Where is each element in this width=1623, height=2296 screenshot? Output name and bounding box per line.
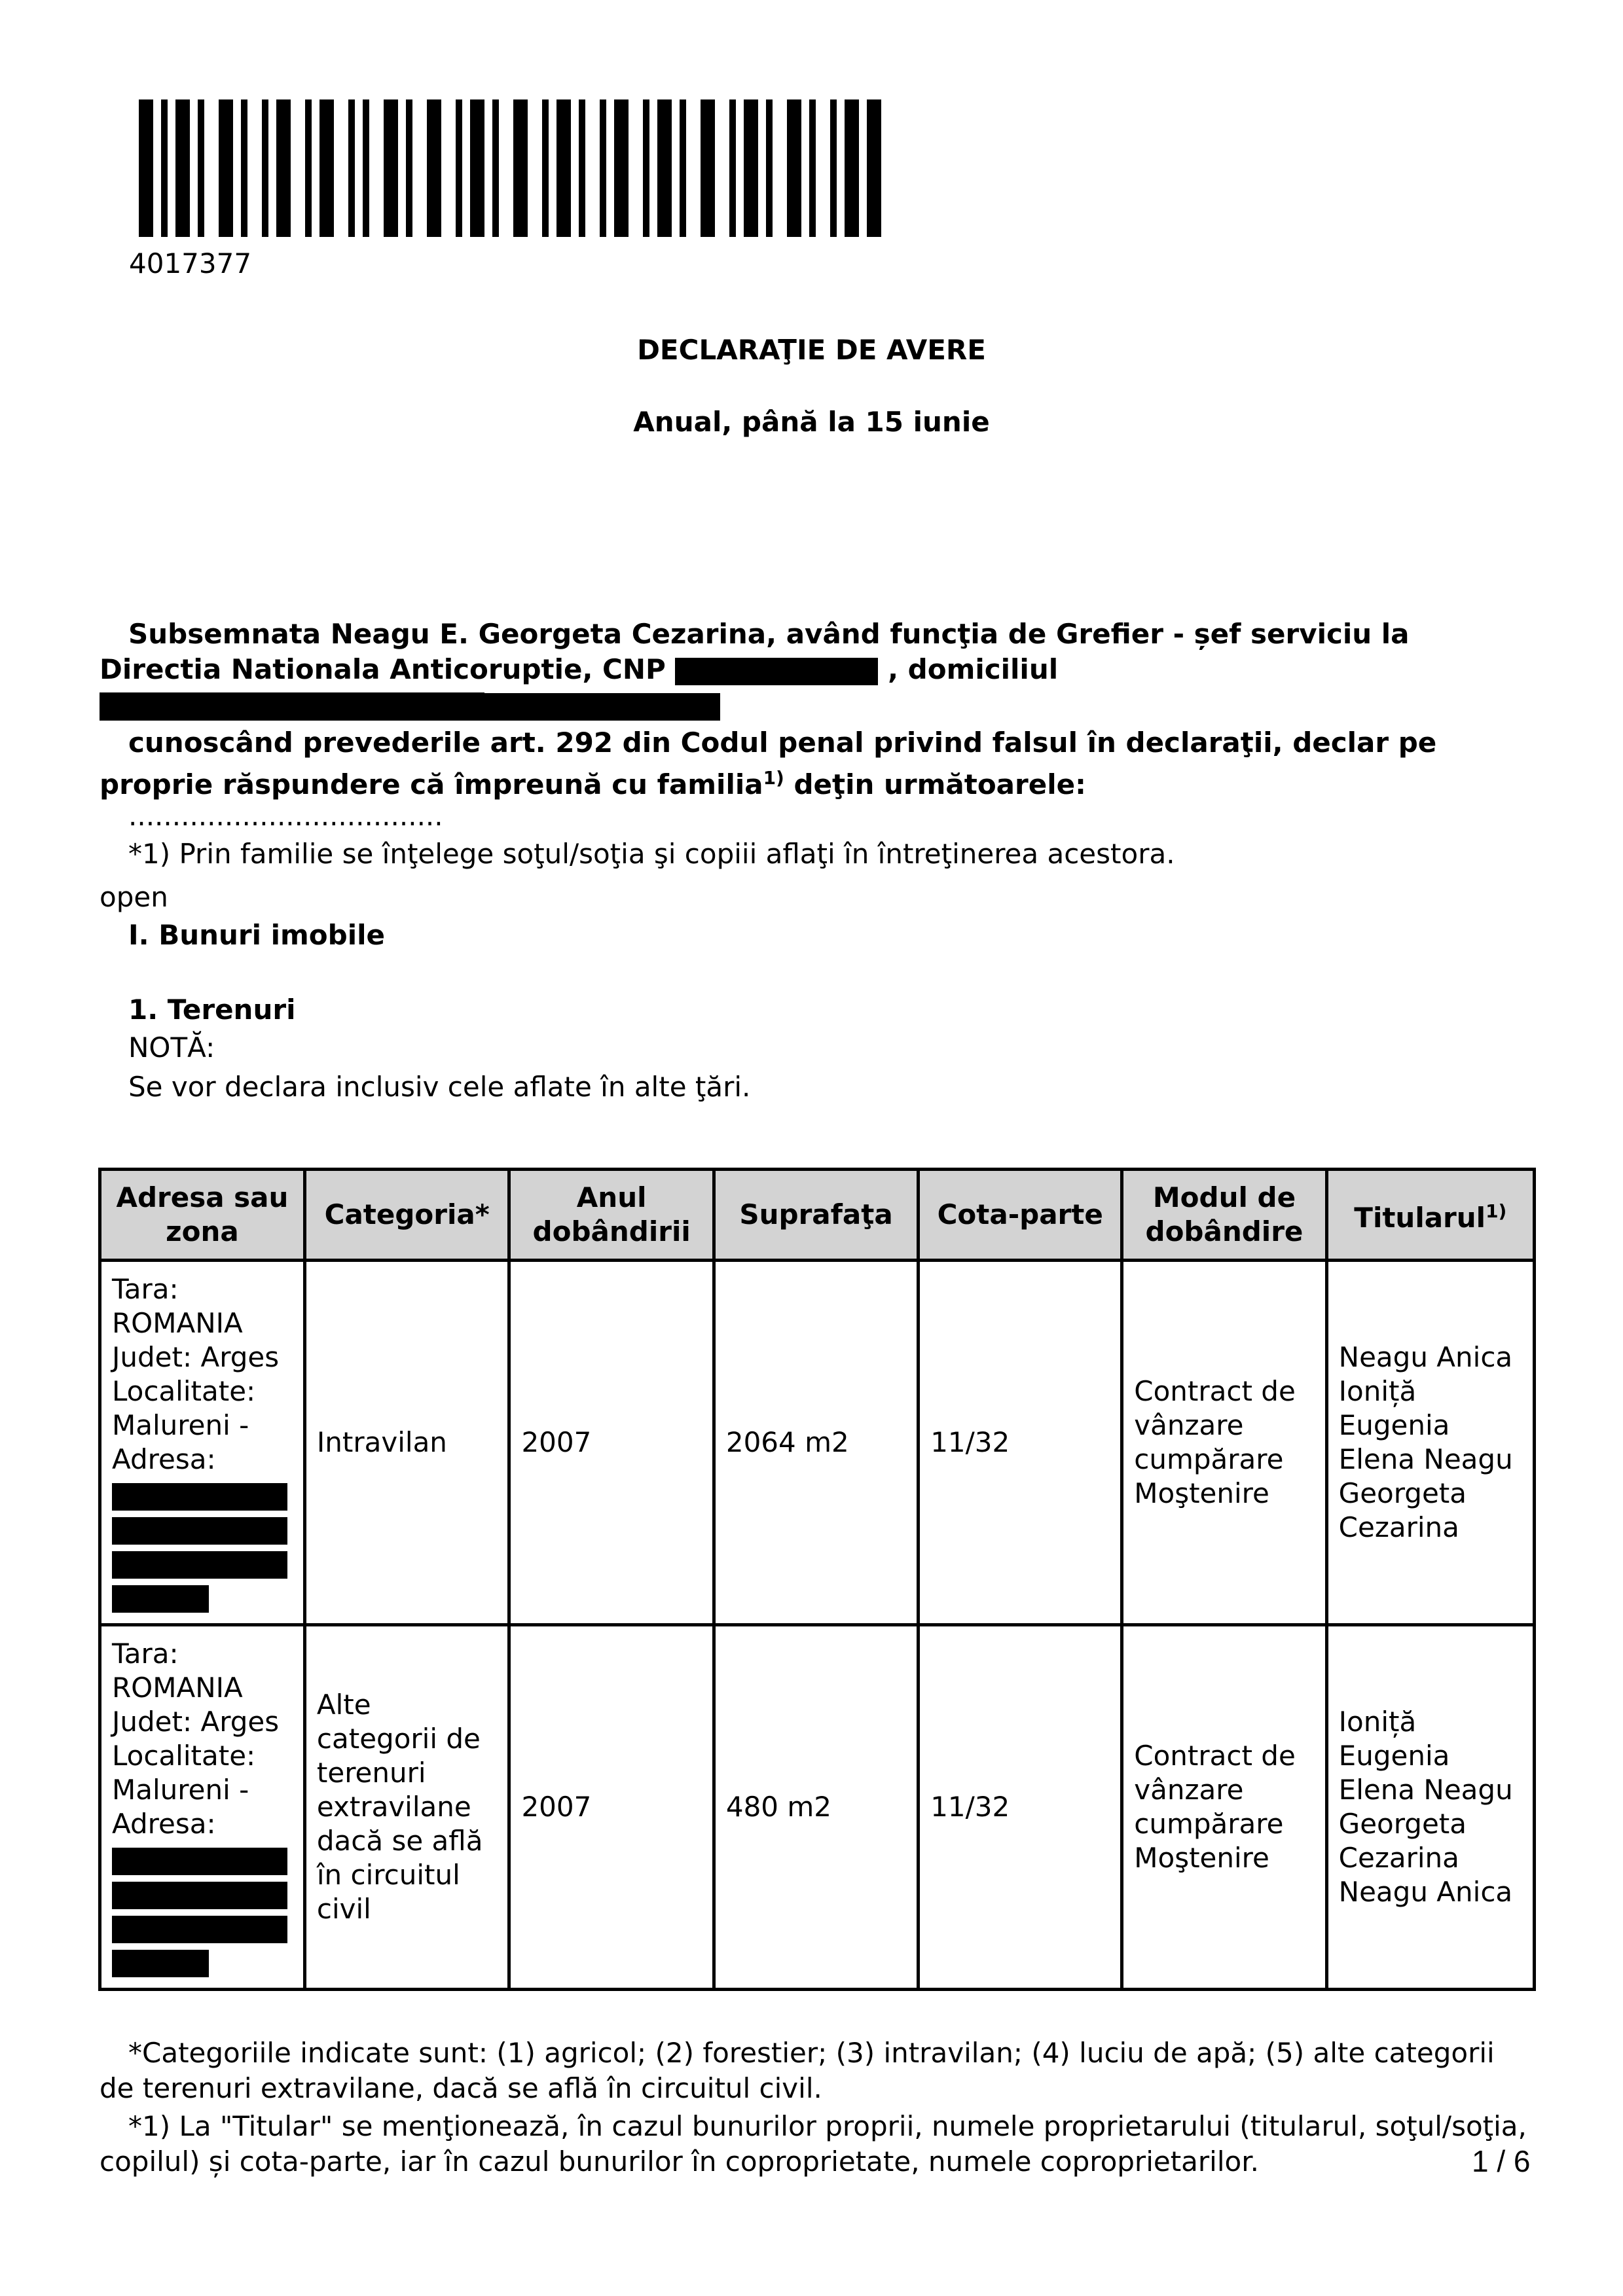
cell-share: 11/32 (919, 1261, 1122, 1625)
cell-mode: Contract de vânzare cumpărare Moştenire (1122, 1261, 1326, 1625)
domicile-label: , domiciliul (888, 653, 1059, 685)
open-label: open (100, 881, 168, 913)
document-title: DECLARAŢIE DE AVERE (637, 334, 986, 366)
header-holder-footnote-mark: 1) (1486, 1200, 1507, 1222)
cell-holder: Ioniță Eugenia Elena Neagu Georgeta Cezarina Neagu Anica (1326, 1625, 1534, 1990)
land-table (98, 1168, 1536, 1991)
footnote-titular: *1) La "Titular" se menţionează, în cazul bunurilor proprii, numele proprietarului (titularul, soţul/soţia, copilul) și cota-parte, iar în cazul bunurilor în coproprietate, numele coproprietarilor. (100, 2110, 1527, 2178)
dots-line: .................................... (128, 800, 443, 832)
redacted-address-line (112, 1950, 209, 1977)
cell-area: 2064 m2 (714, 1261, 918, 1625)
section-title: I. Bunuri imobile (128, 919, 386, 951)
declaration-text: cunoscând prevederile art. 292 din Codul penal privind falsul în declaraţii, declar pe proprie răspundere că împreună cu familia (100, 726, 1437, 800)
cell-address (100, 1261, 305, 1625)
header-category: Categoria* (304, 1170, 509, 1261)
redacted-address-line (112, 1882, 287, 1909)
barcode-image (139, 99, 883, 237)
header-area: Suprafaţa (714, 1170, 918, 1261)
address-text: Tara: ROMANIA Judet: Arges Localitate: Malureni - Adresa: (112, 1273, 280, 1475)
redacted-address-line (112, 1517, 287, 1545)
footnote-categories: *Categoriile indicate sunt: (1) agricol; (2) forestier; (3) intravilan; (4) luciu de apă; (5) alte categorii de terenuri extravilane, dacă se află în circuitul civil. (100, 2037, 1495, 2104)
cell-area: 480 m2 (714, 1625, 918, 1990)
cell-category: Alte categorii de terenuri extravilane dacă se află în circuitul civil (304, 1625, 509, 1990)
nota-text: Se vor declara inclusiv cele aflate în alte ţări. (128, 1071, 751, 1103)
document-subtitle: Anual, până la 15 iunie (633, 406, 990, 438)
nota-label: NOTĂ: (128, 1031, 215, 1064)
page-number: 1 / 6 (1472, 2144, 1531, 2178)
cell-category: Intravilan (304, 1261, 509, 1625)
declaration-end: deţin următoarele: (784, 768, 1086, 800)
declaration-footnote-mark: 1) (763, 767, 784, 789)
header-mode: Modul de dobândire (1122, 1170, 1326, 1261)
cell-mode: Contract de vânzare cumpărare Moştenire (1122, 1625, 1326, 1990)
cell-share: 11/32 (919, 1625, 1122, 1990)
address-text: Tara: ROMANIA Judet: Arges Localitate: Malureni - Adresa: (112, 1638, 280, 1840)
redacted-address-continued (100, 692, 484, 720)
declarant-text: Subsemnata Neagu E. Georgeta Cezarina, având funcţia de Grefier - șef serviciu la Directia Nationala Anticoruptie, CNP (100, 618, 1410, 685)
table-header-row (100, 1170, 1535, 1261)
barcode-number: 4017377 (129, 247, 252, 279)
redacted-address-line (112, 1585, 209, 1613)
cell-year: 2007 (509, 1625, 714, 1990)
redacted-address-line (112, 1483, 287, 1511)
subsection-title: 1. Terenuri (128, 994, 296, 1026)
declaration-paragraph (100, 725, 1533, 802)
header-address: Adresa sau zona (100, 1170, 305, 1261)
table-row (100, 1261, 1535, 1625)
redacted-address-line (112, 1551, 287, 1579)
header-holder-label: Titularul (1354, 1202, 1486, 1234)
redacted-address-line (112, 1848, 287, 1875)
redacted-address-line (112, 1916, 287, 1943)
header-holder (1326, 1170, 1534, 1261)
cell-holder: Neagu Anica Ioniță Eugenia Elena Neagu Georgeta Cezarina (1326, 1261, 1534, 1625)
header-share: Cota-parte (919, 1170, 1122, 1261)
header-year: Anul dobândirii (509, 1170, 714, 1261)
cell-address (100, 1625, 305, 1990)
cell-year: 2007 (509, 1261, 714, 1625)
family-note: *1) Prin familie se înţelege soţul/soţia şi copiii aflaţi în întreţinerea acestora. (128, 838, 1175, 870)
redacted-cnp (675, 658, 878, 685)
table-row (100, 1625, 1535, 1990)
